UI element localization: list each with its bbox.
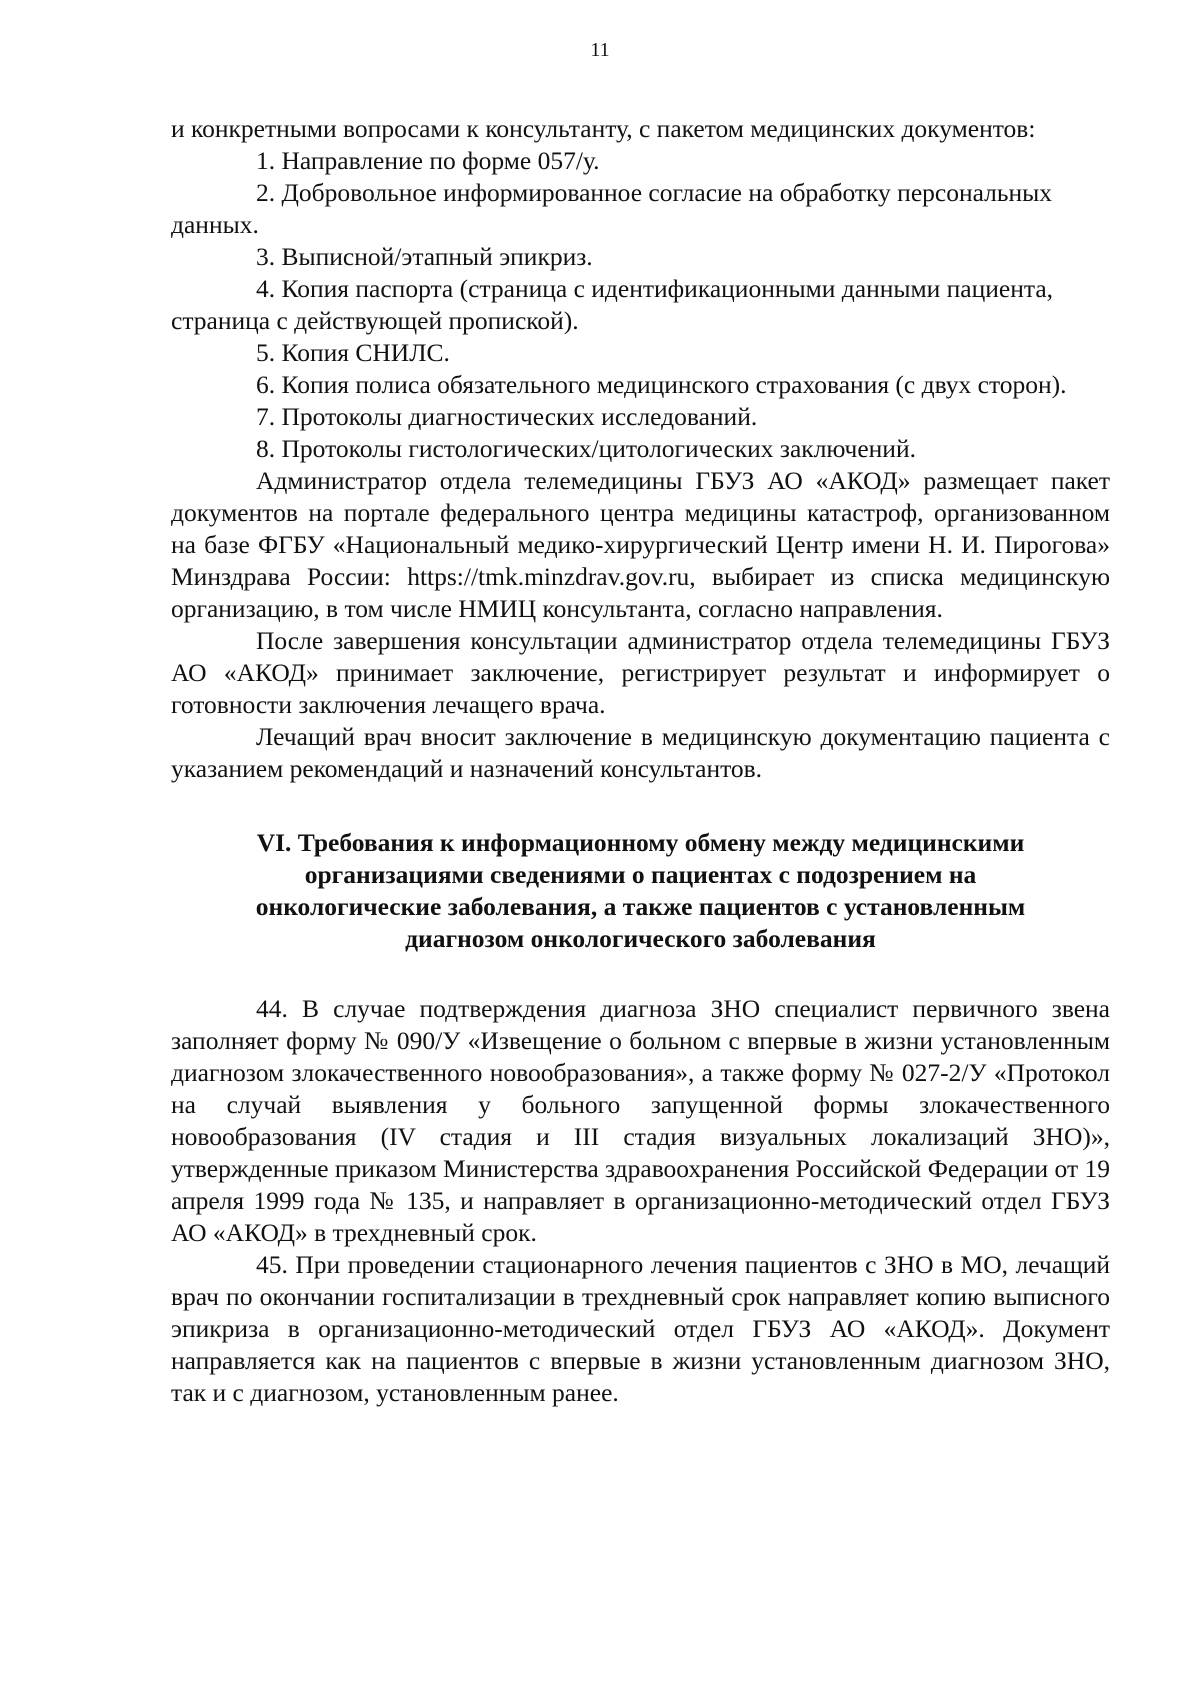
page-number: 11 — [590, 39, 610, 61]
section-heading — [171, 827, 1110, 955]
list-item: 7. Протоколы диагностических исследований. — [256, 402, 758, 431]
clause-45-paragraph: 45. При проведении стационарного лечения пациентов с ЗНО в МО, лечащий врач по окончании госпитализации в трехдневный срок направляет копию выписного эпикриза в организационно-методический отдел ГБУЗ АО «АКОД». Документ направляется как на пациентов с впервые в жизни установленным диагнозом ЗНО, так и с диагнозом, установленным ранее. — [171, 1250, 1110, 1407]
list-item: 4. Копия паспорта (страница с идентификационными данными пациента, страница с действующей пропиской). — [171, 274, 1054, 335]
documents-list — [171, 145, 1110, 465]
attending-doctor-paragraph: Лечащий врач вносит заключение в медицинскую документацию пациента с указанием рекомендаций и назначений консультантов. — [171, 722, 1110, 783]
section-heading-line: организациями сведениями о пациентах с подозрением на — [304, 860, 977, 889]
consultation-result-paragraph: После завершения консультации администратор отдела телемедицины ГБУЗ АО «АКОД» принимает заключение, регистрирует результат и информирует о готовности заключения лечащего врача. — [171, 626, 1110, 719]
clause-44-paragraph: 44. В случае подтверждения диагноза ЗНО специалист первичного звена заполняет форму № 090/У «Извещение о больном с впервые в жизни установленным диагнозом злокачественного новообразования», а также форму № 027-2/У «Протокол на случай выявления у больного запущенной формы злокачественного новообразования (IV стадия и III стадия визуальных локализаций ЗНО)», утвержденные приказом Министерства здравоохранения Российской Федерации от 19 апреля 1999 года № 135, и направляет в организационно-методический отдел ГБУЗ АО «АКОД» в трехдневный срок. — [171, 994, 1110, 1247]
section-heading-line: диагнозом онкологического заболевания — [405, 924, 876, 953]
document-body — [171, 113, 1110, 1409]
list-item: 5. Копия СНИЛС. — [256, 338, 450, 367]
intro-paragraph: и конкретными вопросами к консультанту, с пакетом медицинских документов: — [171, 114, 1036, 143]
list-item: 1. Направление по форме 057/у. — [256, 146, 600, 175]
list-item: 6. Копия полиса обязательного медицинского страхования (с двух сторон). — [256, 370, 1067, 399]
administrator-paragraph: Администратор отдела телемедицины ГБУЗ АО «АКОД» размещает пакет документов на портале федерального центра медицины катастроф, организованном на базе ФГБУ «Национальный медико-хирургический Центр имени Н. И. Пирогова» Минздрава России: https://tmk.minzdrav.gov.ru, выбирает из списка медицинскую организацию, в том числе НМИЦ консультанта, согласно направления. — [171, 466, 1110, 623]
section-heading-line: VI. Требования к информационному обмену между медицинскими — [256, 828, 1025, 857]
list-item: 3. Выписной/этапный эпикриз. — [256, 242, 593, 271]
list-item: 2. Добровольное информированное согласие на обработку персональных данных. — [171, 178, 1053, 239]
section-heading-line: онкологические заболевания, а также пациентов с установленным — [255, 892, 1026, 921]
list-item: 8. Протоколы гистологических/цитологических заключений. — [256, 434, 916, 463]
